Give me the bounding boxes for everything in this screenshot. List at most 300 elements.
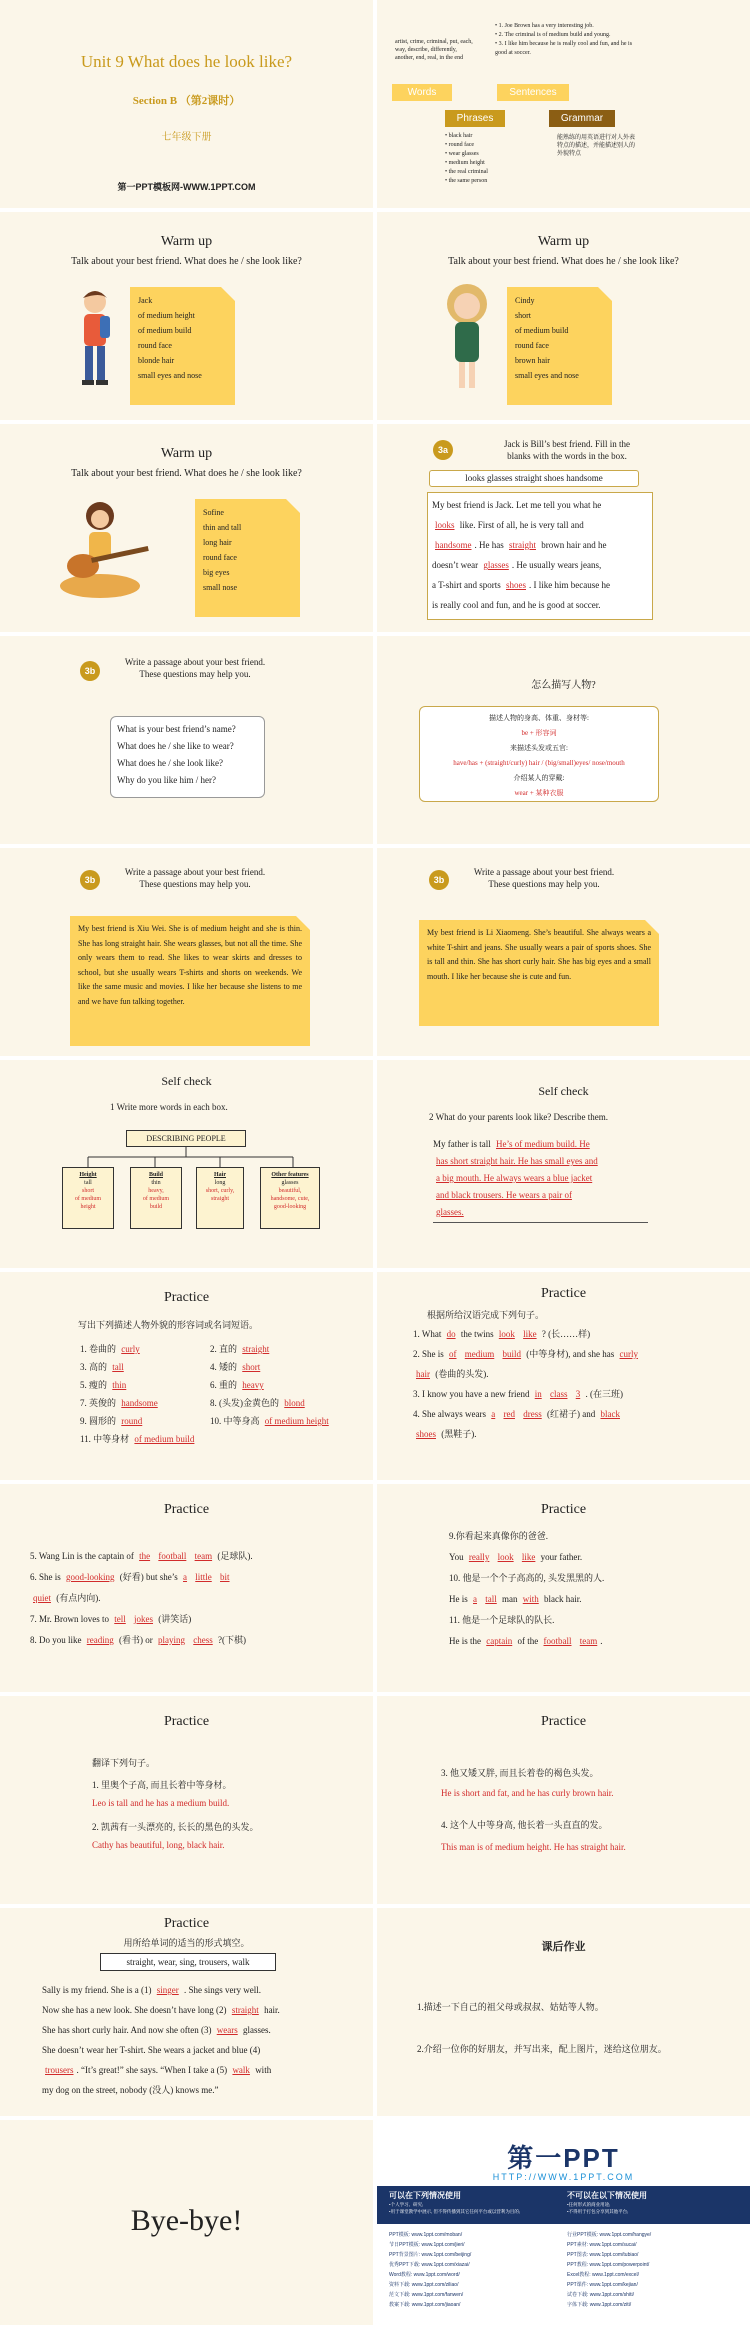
note-line: brown hair [515,356,550,365]
slide-3b-lixiaomeng[interactable] [377,848,750,1056]
note-line: of medium height [138,311,195,320]
note-line: Jack [138,296,153,305]
forbidden-line: •任何形式的商业用途; [567,2202,611,2207]
vocab-rows [80,1340,340,1448]
homework-1: 1.描述一下自己的祖父母或叔叔、姑姑等人物。 [417,2002,604,2012]
vocab-cell [80,1376,210,1394]
vocab-answer: straight [242,1344,270,1354]
sentence-line [413,1344,713,1364]
slide-title: Practice [163,1916,210,1931]
link-line: 行业PPT模板: www.1ppt.com/hangye/ [567,2232,652,2238]
instruction-line: These questions may help you. [488,879,600,889]
sentence-line [449,1547,709,1568]
word-box: looks glasses straight shoes handsome [429,470,639,487]
phrase-item: • black hair [445,133,473,139]
category-box-hair [196,1167,244,1229]
category-answer: short [82,1188,94,1194]
question-3: 3. 他又矮又胖, 而且长着卷的褐色头发。 [441,1768,599,1778]
text-segment: 8. Do you like [30,1635,84,1645]
sentence-line [30,1546,360,1567]
text-segment: He is [449,1594,470,1604]
passage-line [42,2060,342,2080]
section-label: Section B （第2课时） [132,95,241,107]
note-line: round face [515,341,549,350]
text-segment: He is the [449,1636,484,1646]
vocab-question: 4. 矮的 [210,1362,240,1372]
vocab-cell [210,1340,340,1358]
question-2: 2. 凯茜有一头漂亮的, 长长的黑色的头发。 [92,1822,259,1832]
link-line: 范文下载: www.1ppt.com/fanwen/ [389,2292,464,2298]
answer-text [433,1139,601,1217]
text-segment: with [252,2065,272,2075]
category-answer: of medium [74,1196,102,1202]
homework-2: 2.介绍一位你的好朋友，并写出来，配上图片，迷给这位朋友。 [417,2044,667,2054]
slide-subtitle: Talk about your best friend. What does he / she look like? [71,468,302,479]
passage-note: My best friend is Li Xiaomeng. She’s beautiful. She always wears a white T-shirt and jeans. She usually wears a pair of sports shoes. She is tall and thin. She has short curly hair. She has big eyes and a small mouth. I like her because she is cute and fun. [419,920,659,1026]
vocab-cell [210,1412,340,1430]
slide-title: Practice [540,1714,587,1729]
vocab-question: 6. 重的 [210,1380,240,1390]
link-line: Word教程: www.1ppt.com/word/ [389,2272,460,2278]
question-line: What does he / she look like? [117,758,223,768]
answer-blank: 3 [575,1389,581,1399]
phrase-item: • wear glasses [445,151,479,157]
text-segment: glasses. [240,2025,271,2035]
slide-mindmap[interactable] [377,0,750,208]
answer-blank: walk [232,2065,250,2075]
text-segment: is really cool and fun, and he is good at soccer. [432,600,601,610]
note-line: small eyes and nose [138,371,202,380]
allowed-heading: 可以在下列情况使用 [389,2191,461,2200]
vocab-row [80,1340,340,1358]
slide-title: Practice [163,1290,210,1305]
category-answer: height [80,1204,96,1210]
passage-box [427,492,653,620]
answer-blank: wears [216,2025,238,2035]
instruction: 根据所给汉语完成下列句子。 [427,1310,545,1320]
passage-line [432,595,648,615]
sentence-lines [449,1526,709,1652]
text-segment: man [499,1594,520,1604]
sentence-line [413,1424,713,1444]
answer-blank: of [449,1349,457,1359]
text-segment: (中等身材), and she has [524,1349,617,1359]
answer-blank: a [183,1572,188,1582]
slide-homework[interactable] [377,1908,750,2116]
vocab-answer: of medium height [264,1416,329,1426]
note-line: big eyes [203,568,230,577]
answer-blank: football [158,1551,187,1561]
answer-blank: look [497,1552,514,1562]
answer-line: glasses. [436,1207,464,1217]
link-line: PPT背景图片: www.1ppt.com/beijing/ [389,2252,472,2258]
text-segment: 1. What [413,1329,444,1339]
answer-blank: looks [435,520,455,530]
slide-practice-translate-1[interactable] [0,1696,373,1904]
note-line: long hair [203,538,232,547]
sentence-lines [30,1546,360,1651]
category-answer: heavy, [148,1188,164,1194]
slide-selfcheck-1[interactable] [0,1060,373,1268]
vocab-question: 3. 高的 [80,1362,110,1372]
text-segment: the twins [458,1329,496,1339]
note-line: Cindy [515,296,535,305]
vocab-cell [80,1340,210,1358]
instruction-line: Write a passage about your best friend. [124,657,266,667]
guide-line: have/has + (straight/curly) hair / (big/small)eyes/ nose/mouth [453,759,625,767]
sentence-line [30,1630,360,1651]
category-example: glasses [281,1180,299,1186]
link-line: 节日PPT模板: www.1ppt.com/jieri/ [389,2242,465,2248]
text-segment: . He has [474,540,506,550]
answer-blank: jokes [134,1614,154,1624]
allowed-line: •个人学习、研究; [389,2202,424,2207]
instruction: 用所给单词的适当的形式填空。 [123,1938,250,1948]
note-line: round face [138,341,172,350]
slide-subtitle: Talk about your best friend. What does he / she look like? [71,256,302,267]
guide-box [419,706,659,802]
note-line: short [515,311,531,320]
answer-blank: curly [619,1349,639,1359]
text-segment: 3. I know you have a new friend [413,1389,532,1399]
vocab-question: 1. 卷曲的 [80,1344,119,1354]
answer-blank: team [194,1551,213,1561]
vocab-answer: short [242,1362,261,1372]
answer-blank: straight [231,2005,259,2015]
text-segment: . (在三班) [583,1389,623,1399]
slide-warmup-cindy[interactable] [377,212,750,420]
slide-describe-guide[interactable] [377,636,750,844]
word-box: straight, wear, sing, trousers, walk [100,1953,276,1971]
answer-blank: build [502,1349,522,1359]
vocab-answer: heavy [242,1380,264,1390]
byebye-text: Bye-bye! [130,2204,243,2237]
vocab-row [80,1394,340,1412]
sentence-line [30,1609,360,1630]
description-note [130,287,235,405]
slide-3b-xiuwei[interactable] [0,848,373,1056]
text-segment: (有点内向). [54,1593,101,1603]
vocab-question: 9. 圆形的 [80,1416,119,1426]
answer-blank: team [579,1636,598,1646]
vocab-cell [80,1394,210,1412]
badge-3a: 3a [433,440,453,460]
slide-title: Warm up [537,234,590,249]
answer-blank: do [446,1329,456,1339]
text-segment: doesn’t wear [432,560,481,570]
text-segment: . I like him because he [529,580,610,590]
link-line: PPT图表: www.1ppt.com/tubiao/ [567,2252,639,2258]
question-line: What is your best friend’s name? [117,724,236,734]
link-line: PPT教程: www.1ppt.com/powerpoint/ [567,2262,650,2268]
category-answer: good-looking [273,1204,307,1210]
tree-connector [0,1147,373,1167]
forbidden-heading: 不可以在以下情况使用 [567,2191,647,2200]
forbidden-lines [567,2201,737,2215]
note-line: of medium build [515,326,569,335]
sentence-line [413,1324,713,1344]
guide-line: be + 形容词 [521,729,557,737]
sentence-cn: 10. 他是一个个子高高的, 头发黑黑的人. [449,1573,605,1583]
question-line: Why do you like him / her? [117,775,216,785]
answer-blank: reading [86,1635,114,1645]
answer-blank: in [534,1389,542,1399]
passage-line [432,575,648,595]
sentence-line [413,1404,713,1424]
text-segment: ? (长……样) [539,1329,591,1339]
vocab-answer: tall [112,1362,124,1372]
slide-title: Warm up [160,446,213,461]
guide-line: 介绍某人的穿戴: [513,774,565,782]
vocab-question: 8. (头发)金黄色的 [210,1398,282,1408]
sentence-cn: 11. 他是一个足球队的队长. [449,1615,555,1625]
note-line: Sofine [203,508,224,517]
text-segment: She has short curly hair. And now she often (3) [42,2025,214,2035]
slide-warmup-sofine[interactable] [0,424,373,632]
instruction-line: Write a passage about your best friend. [124,867,266,877]
link-line: PPT模板: www.1ppt.com/moban/ [389,2232,463,2238]
vocab-answer: round [121,1416,143,1426]
answer-blank: shoes [416,1429,436,1439]
badge-3b: 3b [80,661,100,681]
answer-blank: trousers [45,2065,74,2075]
vocab-question: 10. 中等身高 [210,1416,262,1426]
text-segment: (卷曲的头发). [433,1369,489,1379]
category-box-build [130,1167,182,1229]
passage-line [432,515,648,535]
vocab-row [80,1376,340,1394]
answer-line: a big mouth. He always wears a blue jacket [436,1173,593,1183]
info-banner [377,2186,750,2224]
answer-blank: with [522,1594,539,1604]
answer-blank: quiet [33,1593,51,1603]
text-segment: ?(下棋) [215,1635,246,1645]
note-line: of medium build [138,326,192,335]
category-head: Build [148,1172,163,1178]
link-line: 试卷下载: www.1ppt.com/shiti/ [567,2292,634,2298]
words-label: Words [392,84,452,101]
category-head: Height [79,1172,97,1178]
slide-title: Practice [540,1502,587,1517]
sentence-line [413,1384,713,1404]
text-segment: 5. Wang Lin is the captain of [30,1551,137,1561]
slide-practice-translate-2[interactable] [377,1696,750,1904]
category-answer: build [149,1204,163,1210]
sentence-lines [413,1324,713,1444]
answer-blank: black [600,1409,620,1419]
answer-blank: little [195,1572,212,1582]
answer-blank: glasses [483,560,509,570]
instruction-line: These questions may help you. [139,669,251,679]
category-example: tall [84,1180,92,1186]
vocab-row [80,1430,340,1448]
category-answer: straight [211,1196,229,1202]
phrase-item: • the same person [445,178,488,184]
site-label: 第一PPT模板网-WWW.1PPT.COM [117,182,256,192]
slide-practice-complete[interactable] [377,1272,750,1480]
category-head: Other features [271,1172,309,1178]
unit-title: Unit 9 What does he look like? [80,52,293,71]
instruction: 1 Write more words in each box. [110,1102,228,1112]
slide-title[interactable] [0,0,373,208]
girl-illustration [437,278,497,393]
question-1: 1. 里奥个子高, 而且长着中等身材。 [92,1780,232,1790]
question-4: 4. 这个人中等身高, 他长着一头直直的发。 [441,1820,608,1830]
sentence-item: • 3. I like him because he is really cool and fun, and he is good at soccer. [495,41,633,56]
answer-blank: class [549,1389,568,1399]
words-text: artist, crime, criminal, put, each, way, describe, differently, another, end, real, in the end [395,39,473,61]
instruction-line: Jack is Bill’s best friend. Fill in the [504,439,630,449]
category-example: long [214,1180,226,1186]
answer-blank: straight [509,540,536,550]
logo-url[interactable]: HTTP://WWW.1PPT.COM [492,2172,635,2182]
slide-title: Practice [540,1286,587,1301]
text-segment: (看书) or [116,1635,155,1645]
vocab-row [80,1412,340,1430]
answer-blank: like [521,1552,536,1562]
slide-practice-words[interactable] [0,1272,373,1480]
text-segment: my dog on the street, nobody (没人) knows me.” [42,2085,219,2095]
vocab-answer: of medium build [134,1434,195,1444]
link-line: Excel教程: www.1ppt.com/excel/ [567,2272,639,2278]
phrase-item: • medium height [445,160,485,166]
slide-title: 怎么描写人物? [531,680,596,691]
guide-line: wear + 某种衣服 [514,789,564,797]
text-segment: She doesn’t wear her T-shirt. She wears a jacket and blue (4) [42,2045,261,2055]
text-segment: 6. She is [30,1572,64,1582]
note-line: small eyes and nose [515,371,579,380]
category-box-height [62,1167,114,1229]
vocab-answer: curly [121,1344,140,1354]
answer-blank: tell [114,1614,126,1624]
phrase-item: • round face [445,142,475,148]
answer-4: This man is of medium height. He has straight hair. [441,1842,626,1852]
answer-2: Cathy has beautiful, long, black hair. [92,1840,225,1850]
vocab-answer: handsome [121,1398,158,1408]
category-answer: handsome, cute, [270,1196,310,1202]
guide-line: 来描述头发或五官: [510,744,568,752]
category-answer: beautiful, [278,1188,302,1194]
text-segment: My best friend is Jack. Let me tell you what he [432,500,602,510]
passage-line [42,2000,342,2020]
passage-line [42,1980,342,2000]
answer-line: has short straight hair. He has small eyes and [436,1156,598,1166]
answer-blank: playing [158,1635,185,1645]
phrases-list [445,132,525,186]
answer-blank: shoes [506,580,526,590]
vocab-question: 5. 瘦的 [80,1380,110,1390]
text-segment: . She sings very well. [181,1985,261,1995]
instruction-line: These questions may help you. [139,879,251,889]
instruction [457,438,677,462]
vocab-question: 7. 英俊的 [80,1398,119,1408]
describing-people-root: DESCRIBING PEOPLE [126,1130,246,1147]
link-line: 字体下载: www.1ppt.com/ziti/ [567,2302,632,2308]
text-segment: hair. [261,2005,280,2015]
note-line: round face [203,553,237,562]
question-box [110,716,265,798]
answer-blank: look [498,1329,515,1339]
sentence-line [30,1567,360,1588]
answer-blank: the [139,1551,151,1561]
slide-practice-fill[interactable] [0,1908,373,2116]
text-segment: Sally is my friend. She is a (1) [42,1985,154,1995]
answer-blank: really [468,1552,490,1562]
link-line: PPT课件: www.1ppt.com/kejian/ [567,2282,638,2288]
slide-warmup-jack[interactable] [0,212,373,420]
vocab-cell [80,1430,210,1448]
text-segment: Now she has a new look. She doesn’t have long (2) [42,2005,229,2015]
answer-blank: dress [523,1409,542,1419]
passage-line [42,2080,342,2100]
slide-3b-questions[interactable] [0,636,373,844]
links-right [567,2230,737,2310]
text-segment: your father. [538,1552,583,1562]
text-segment: black hair. [541,1594,582,1604]
text-segment: like. First of all, he is very tall and [457,520,584,530]
allowed-line: •用于课堂教学中展示, 但不得传播到其它任何平台或以营利为目的; [389,2209,521,2214]
text-segment: 4. She always wears [413,1409,489,1419]
slide-selfcheck-2[interactable] [377,1060,750,1268]
slide-3a[interactable] [377,424,750,632]
grammar-text: 能熟练的用英语进行对人外表特点的描述，并能描述别人的外貌特点 [557,135,636,157]
passage-line [432,555,648,575]
slide-title: 课后作业 [541,1941,586,1953]
answer-blank: handsome [435,540,472,550]
vocab-cell [210,1394,340,1412]
guide-line: 描述人物的身高、体重、身材等: [489,714,589,722]
category-answer: short, curly, [205,1188,235,1194]
answer-blank: red [503,1409,515,1419]
sentence-cn: 9.你看起来真像你的爸爸. [449,1531,549,1541]
slide-practice-9-11[interactable] [377,1484,750,1692]
links-left [389,2230,559,2310]
sentence-line [30,1588,360,1609]
blank-line [433,1222,648,1223]
slide-title: Self check [161,1074,212,1088]
slide-practice-5-8[interactable] [0,1484,373,1692]
vocab-question: 2. 直的 [210,1344,240,1354]
instruction-line: Write a passage about your best friend. [473,867,615,877]
answer-blank: hair [416,1369,430,1379]
answer-blank: a [491,1409,496,1419]
grade-label: 七年级下册 [161,132,212,143]
category-head: Hair [214,1172,226,1178]
category-answer: of medium [142,1196,170,1202]
link-line: 优秀PPT下载: www.1ppt.com/xiazai/ [389,2262,470,2268]
text-segment: a T-shirt and sports [432,580,503,590]
link-line: PPT素材: www.1ppt.com/sucai/ [567,2242,637,2248]
answer-blank: chess [193,1635,213,1645]
guitar-girl-illustration [55,494,160,604]
text-segment: (足球队). [215,1551,253,1561]
slide-title: Practice [163,1502,210,1517]
description-note [195,499,300,617]
slide-byebye[interactable] [0,2120,373,2325]
instruction: 写出下列描述人物外貌的形容词或名词短语。 [78,1320,259,1330]
answer-blank: a [473,1594,477,1604]
text-segment: 2. She is [413,1349,447,1359]
answer-line: He’s of medium build. He [496,1139,590,1149]
vocab-row [80,1358,340,1376]
instruction: 2 What do your parents look like? Describe them. [429,1112,609,1122]
text-segment: You [449,1552,466,1562]
answer-blank: tall [485,1594,497,1604]
answer-blank: good-looking [66,1572,115,1582]
grammar-label: Grammar [549,110,615,127]
text-segment: (讲笑话) [156,1614,192,1624]
slide-1ppt-info[interactable] [377,2120,750,2325]
